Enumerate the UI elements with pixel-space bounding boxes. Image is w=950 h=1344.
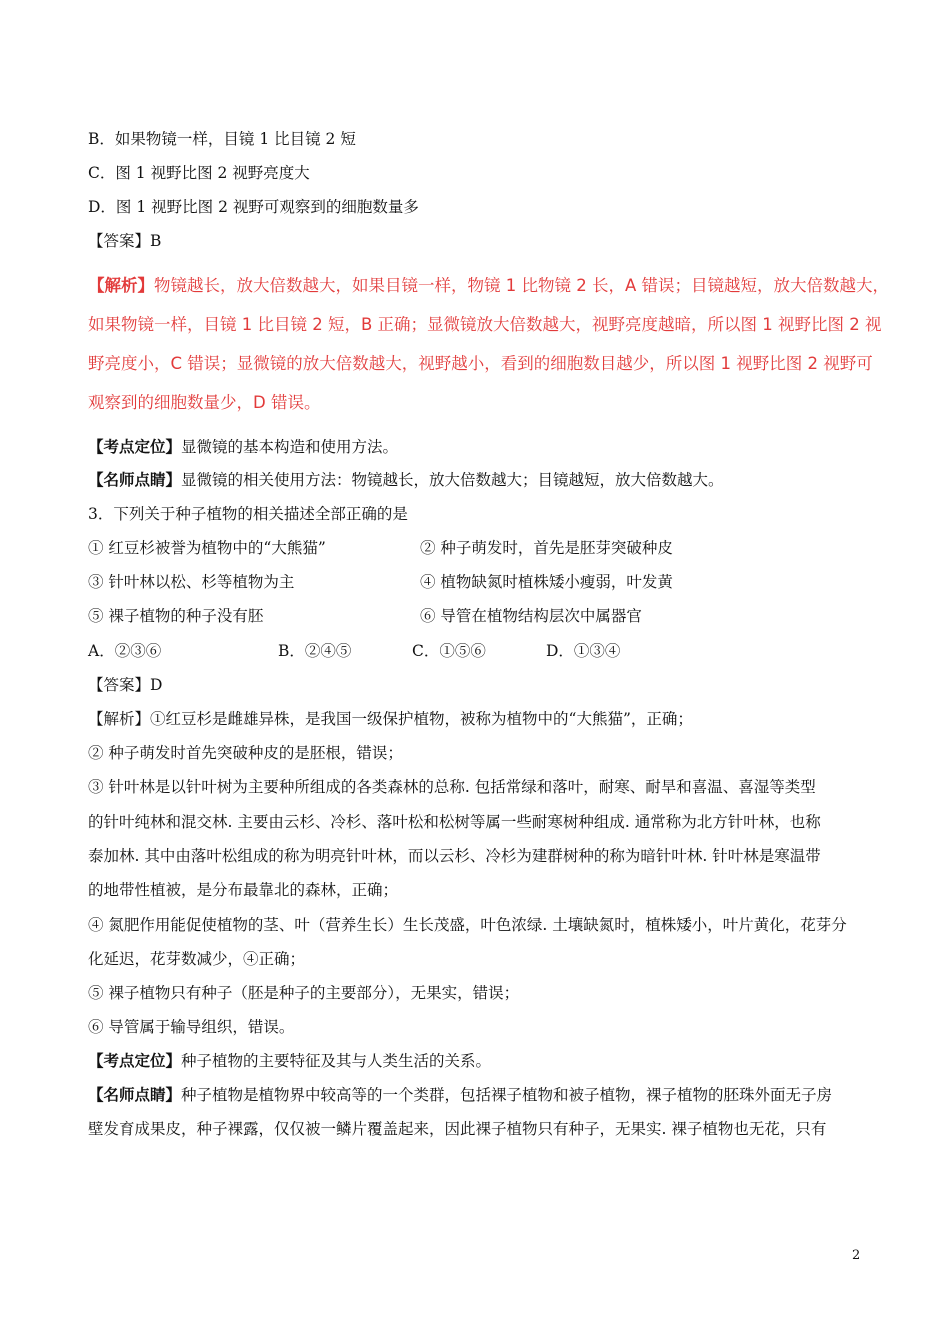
analysis-line: 【解析】物镜越长，放大倍数越大，如果目镜一样，物镜 1 比物镜 2 长，A 错误；目镜越短，放大倍数越大， [88,276,890,295]
analysis-line: 【解析】①红豆杉是雌雄异株，是我国一级保护植物，被称为植物中的“大熊猫”，正确； [88,710,693,728]
mingshi-line: 壁发育成果皮，种子裸露，仅仅被一鳞片覆盖起来，因此裸子植物只有种子，无果实. 裸子植物也无花，只有 [88,1120,827,1138]
analysis-line: 观察到的细胞数量少，D 错误。 [88,393,321,412]
analysis-line: 野亮度小，C 错误；显微镜的放大倍数越大，视野越小，看到的细胞数目越少，所以图 1 视野比图 2 视野可 [88,354,873,373]
statement-item: ⑤ 裸子植物的种子没有胚 [88,607,264,625]
answer-tag: 【答案】 [88,676,151,694]
statement-item: ④ 植物缺氮时植株矮小瘦弱，叶发黄 [420,573,673,591]
analysis-line: ④ 氮肥作用能促使植物的茎、叶（营养生长）生长茂盛，叶色浓绿. 土壤缺氮时，植株矮小，叶片黄化，花芽分 [88,916,847,934]
analysis-line: ③ 针叶林是以针叶树为主要种所组成的各类森林的总称. 包括常绿和落叶，耐寒、耐旱和喜温、喜湿等类型 [88,778,816,796]
option-c: C．①⑤⑥ [412,642,486,660]
page-number: 2 [852,1248,861,1263]
analysis-tag: 【解析】 [88,276,154,295]
mingshi-tag: 【名师点睛】 [88,1086,182,1104]
kaodian-tag: 【考点定位】 [88,1052,182,1070]
analysis-line: 泰加林. 其中由落叶松组成的称为明亮针叶林，而以云杉、冷杉为建群树种的称为暗针叶林. 针叶林是寒温带 [88,847,821,865]
analysis-line: 如果物镜一样，目镜 1 比目镜 2 短，B 正确；显微镜放大倍数越大，视野亮度越暗，所以图 1 视野比图 2 视 [88,315,882,334]
statement-item: ⑥ 导管在植物结构层次中属器官 [420,607,642,625]
analysis-line: 化延迟，花芽数减少，④正确； [88,950,306,968]
analysis-line: 的地带性植被，是分布最靠北的森林，正确； [88,881,399,899]
mingshi-tag: 【名师点睛】 [88,471,182,489]
kaodian-line: 【考点定位】种子植物的主要特征及其与人类生活的关系。 [88,1052,492,1070]
statement-item: ① 红豆杉被誉为植物中的“大熊猫” [88,539,326,557]
question-stem: 3．下列关于种子植物的相关描述全部正确的是 [88,505,408,523]
mingshi-line: 【名师点睛】显微镜的相关使用方法：物镜越长，放大倍数越大；目镜越短，放大倍数越大。 [88,471,724,489]
answer-value: D [150,676,163,694]
analysis-tag: 【解析】 [88,710,151,728]
answer-tag: 【答案】 [88,232,151,250]
answer-line [88,230,161,252]
analysis-line: ② 种子萌发时首先突破种皮的是胚根，错误； [88,744,403,762]
answer-line [88,674,162,696]
statement-item: ③ 针叶林以松、杉等植物为主 [88,573,295,591]
analysis-line: ⑥ 导管属于输导组织，错误。 [88,1018,295,1036]
answer-value: B [150,232,162,250]
option-d: D．图 1 视野比图 2 视野可观察到的细胞数量多 [88,198,419,216]
analysis-line: 的针叶纯林和混交林. 主要由云杉、冷杉、落叶松和松树等属一些耐寒树种组成. 通常称为北方针叶林，也称 [88,813,821,831]
option-d: D．①③④ [546,642,621,660]
statement-item: ② 种子萌发时，首先是胚芽突破种皮 [420,539,673,557]
option-b: B．②④⑤ [278,642,352,660]
option-c: C．图 1 视野比图 2 视野亮度大 [88,164,310,182]
analysis-line: ⑤ 裸子植物只有种子（胚是种子的主要部分），无果实，错误； [88,984,520,1002]
option-b: B．如果物镜一样，目镜 1 比目镜 2 短 [88,130,356,148]
kaodian-tag: 【考点定位】 [88,438,182,456]
option-a: A．②③⑥ [88,642,162,660]
kaodian-line: 【考点定位】显微镜的基本构造和使用方法。 [88,438,399,456]
mingshi-line: 【名师点睛】种子植物是植物界中较高等的一个类群，包括裸子植物和被子植物，裸子植物的胚珠外面无子房 [88,1086,833,1104]
